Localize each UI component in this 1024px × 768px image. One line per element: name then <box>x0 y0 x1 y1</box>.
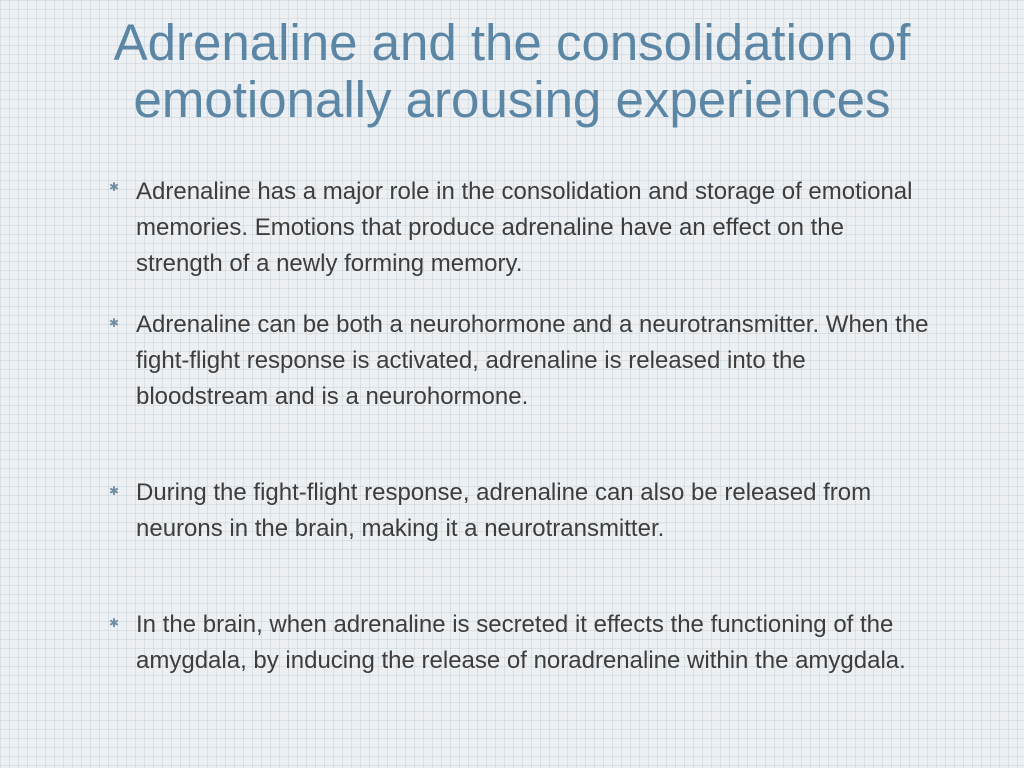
bullet-text: Adrenaline can be both a neurohormone and a neurotransmitter. When the fight-flight response is activated, adrenaline is released into the bloodstream and is a neurohormone. <box>136 311 929 410</box>
asterisk-bullet-icon: ✱ <box>109 180 120 194</box>
bullet-text: In the brain, when adrenaline is secreted it effects the functioning of the amygdala, by inducing the release of noradrenaline within the amygdala. <box>136 611 906 674</box>
slide-title: Adrenaline and the consolidation of emotionally arousing experiences <box>113 14 911 128</box>
asterisk-bullet-icon: ✱ <box>109 316 120 330</box>
asterisk-bullet-icon: ✱ <box>109 484 120 498</box>
asterisk-bullet-icon: ✱ <box>109 616 120 630</box>
bullet-text: Adrenaline has a major role in the consolidation and storage of emotional memories. Emotions that produce adrenaline have an effect on the strength of a newly forming memory. <box>136 178 913 277</box>
bullet-text: During the fight-flight response, adrenaline can also be released from neurons in the brain, making it a neurotransmitter. <box>136 479 872 542</box>
